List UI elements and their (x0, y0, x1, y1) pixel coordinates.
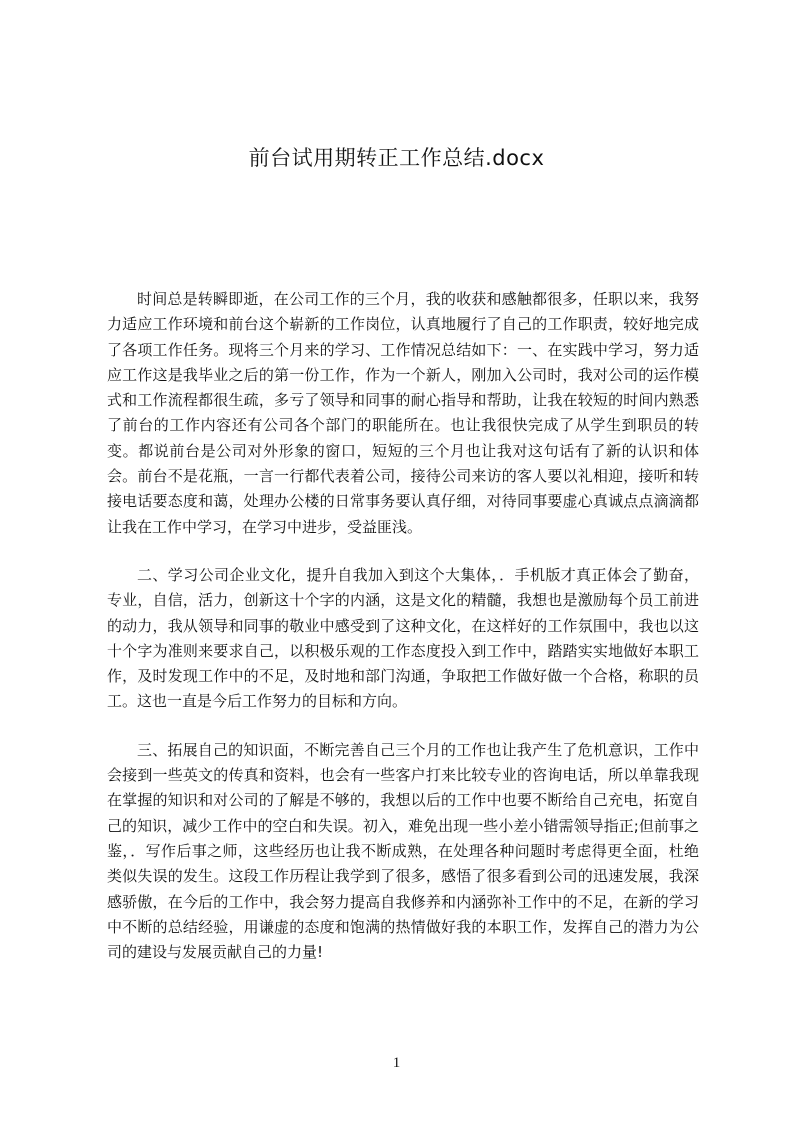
paragraph-intro: 时间总是转瞬即逝，在公司工作的三个月，我的收获和感触都很多，任职以来，我努力适应工作环境和前台这个崭新的工作岗位，认真地履行了自己的工作职责，较好地完成了各项工作任务。现将三个月来的学习、工作情况总结如下：一、在实践中学习，努力适应工作这是我毕业之后的第一份工作，作为一个新人，刚加入公司时，我对公司的运作模式和工作流程都很生疏，多亏了领导和同事的耐心指导和帮助，让我在较短的时间内熟悉了前台的工作内容还有公司各个部门的职能所在。也让我很快完成了从学生到职员的转变。都说前台是公司对外形象的窗口，短短的三个月也让我对这句话有了新的认识和体会。前台不是花瓶，一言一行都代表着公司，接待公司来访的客人要以礼相迎，接听和转接电话要态度和蔼，处理办公楼的日常事务要认真仔细，对待同事要虚心真诚点点滴滴都让我在工作中学习，在学习中进步，受益匪浅。 (107, 290, 699, 536)
page-number: 1 (392, 1055, 401, 1071)
document-title: 前台试用期转正工作总结.docx (248, 146, 545, 170)
paragraph-knowledge: 三、拓展自己的知识面，不断完善自己三个月的工作也让我产生了危机意识，工作中会接到一些英文的传真和资料，也会有一些客户打来比较专业的咨询电话，所以单靠我现在掌握的知识和对公司的了解是不够的，我想以后的工作中也要不断给自己充电，拓宽自己的知识，减少工作中的空白和失误。初入，难免出现一些小差小错需领导指正;但前事之鉴，．写作后事之师，这些经历也让我不断成熟，在处理各种问题时考虑得更全面，杜绝类似失误的发生。这段工作历程让我学到了很多，感悟了很多看到公司的迅速发展，我深感骄傲，在今后的工作中，我会努力提高自我修养和内涵弥补工作中的不足，在新的学习中不断的总结经验，用谦虚的态度和饱满的热情做好我的本职工作，发挥自己的潜力为公司的建设与发展贡献自己的力量! (107, 740, 699, 962)
document-body (107, 287, 699, 988)
paragraph-culture: 二、学习公司企业文化，提升自我加入到这个大集体，．手机版才真正体会了勤奋，专业，自信，活力，创新这十个字的内涵，这是文化的精髓，我想也是激励每个员工前进的动力，我从领导和同事的敬业中感受到了这种文化，在这样好的工作氛围中，我也以这十个字为准则来要求自己，以积极乐观的工作态度投入到工作中，踏踏实实地做好本职工作，及时发现工作中的不足，及时地和部门沟通，争取把工作做好做一个合格，称职的员工。这也一直是今后工作努力的目标和方向。 (107, 565, 699, 711)
